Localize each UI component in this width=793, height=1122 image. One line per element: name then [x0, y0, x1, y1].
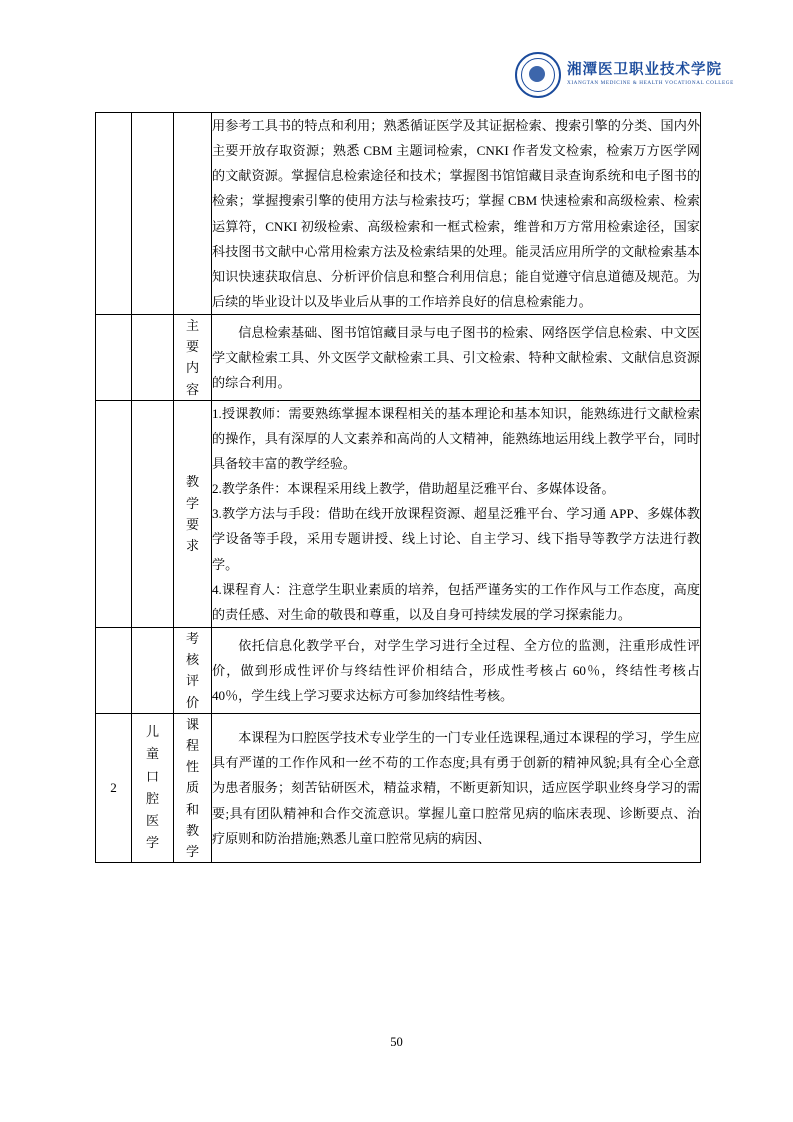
college-seal-icon [515, 52, 561, 98]
row-label-course-nature [174, 713, 212, 862]
row-index-cell [96, 315, 132, 401]
college-name-cn: 湘潭医卫职业技术学院 [567, 62, 722, 79]
row-body-cell [212, 713, 701, 862]
table-row [96, 713, 701, 862]
row-index-cell [96, 400, 132, 627]
row-body-cell [212, 627, 701, 713]
paragraph: 依托信息化教学平台，对学生学习进行全过程、全方位的监测，注重形成性评价，做到形成性评价与终结性评价相结合，形成性考核占 60％，终结性考核占 40％，学生线上学习要求达标方可参加终结性考核。 [212, 637, 700, 703]
label-text: 主要内容 [185, 318, 200, 397]
paragraph: 1.授课教师：需要熟练掌握本课程相关的基本理论和基本知识，能熟练进行文献检索的操作，具有深厚的人文素养和高尚的人文精神，能熟练地运用线上教学平台，同时具备较丰富的教学经验。 [212, 405, 700, 472]
row-label-main-content [174, 315, 212, 401]
row-label-teaching-requirements [174, 400, 212, 627]
row-body-cell [212, 315, 701, 401]
college-logo-text [567, 63, 734, 87]
row-index-cell [96, 627, 132, 713]
row-body-cell [212, 400, 701, 627]
row-label-cell [174, 113, 212, 315]
row-index-cell [96, 113, 132, 315]
course-name-text: 儿童口腔医学 [145, 724, 160, 851]
row-course-cell [132, 713, 174, 862]
label-text: 教学要求 [185, 474, 200, 554]
row-course-cell [132, 113, 174, 315]
row-label-assessment [174, 627, 212, 713]
table-row [96, 113, 701, 315]
row-index-cell: 2 [96, 713, 132, 862]
paragraph: 信息检索基础、图书馆馆藏目录与电子图书的检索、网络医学信息检索、中文医学文献检索工具、外文医学文献检索工具、引文检索、特种文献检索、文献信息资源的综合利用。 [212, 324, 700, 390]
row-course-cell [132, 315, 174, 401]
paragraph: 用参考工具书的特点和利用；熟悉循证医学及其证据检索、搜索引擎的分类、国内外主要开放存取资源；熟悉 CBM 主题词检索，CNKI 作者发文检索，检索万方医学网的文献资源。掌握信息检索途径和技术；掌握图书馆馆藏目录查询系统和电子图书的检索；掌握搜索引擎的使用方法与检索技巧；掌握 CBM 快速检索和高级检索、检索运算符，CNKI 初级检索、高级检索和一框式检索，维普和万方常用检索途径，国家科技图书文献中心常用检索方法及检索结果的处理。能灵活应用所学的文献检索基本知识快速获取信息、分析评价信息和整合利用信息；能自觉遵守信息道德及规范。为后续的毕业设计以及毕业后从事的工作培养良好的信息检索能力。 [212, 118, 700, 309]
paragraph: 本课程为口腔医学技术专业学生的一门专业任选课程,通过本课程的学习，学生应具有严谨的工作作风和一丝不苟的工作态度;具有勇于创新的精神风貌;具有全心全意为患者服务；刻苦钻研医术，精益求精，不断更新知识，适应医学职业终身学习的需要;具有团队精神和合作交流意识。掌握儿童口腔常见病的临床表现、诊断要点、治疗原则和防治措施;熟悉儿童口腔常见病的病因、 [212, 730, 700, 846]
college-name-en: XIANGTAN MEDICINE & HEALTH VOCATIONAL COLLEGE [567, 80, 734, 87]
page-number: 50 [390, 1035, 403, 1049]
paragraph: 3.教学方法与手段：借助在线开放课程资源、超星泛雅平台、学习通 APP、多媒体教学设备等手段，采用专题讲授、线上讨论、自主学习、线下指导等教学方法进行教学。 [212, 506, 700, 572]
row-course-cell [132, 627, 174, 713]
label-text: 考核评价 [185, 630, 200, 710]
table-row [96, 400, 701, 627]
paragraph: 4.课程育人：注意学生职业素质的培养，包括严谨务实的工作作风与工作态度，高度的责任感、对生命的敬畏和尊重，以及自身可持续发展的学习探索能力。 [212, 581, 700, 622]
label-text: 课程性质和教学 [185, 716, 200, 859]
paragraph: 2.教学条件：本课程采用线上教学，借助超星泛雅平台、多媒体设备。 [212, 481, 615, 497]
row-course-cell [132, 400, 174, 627]
course-syllabus-table [95, 112, 701, 863]
college-logo [515, 52, 734, 98]
table-row [96, 627, 701, 713]
row-body-cell [212, 113, 701, 315]
table-row [96, 315, 701, 401]
